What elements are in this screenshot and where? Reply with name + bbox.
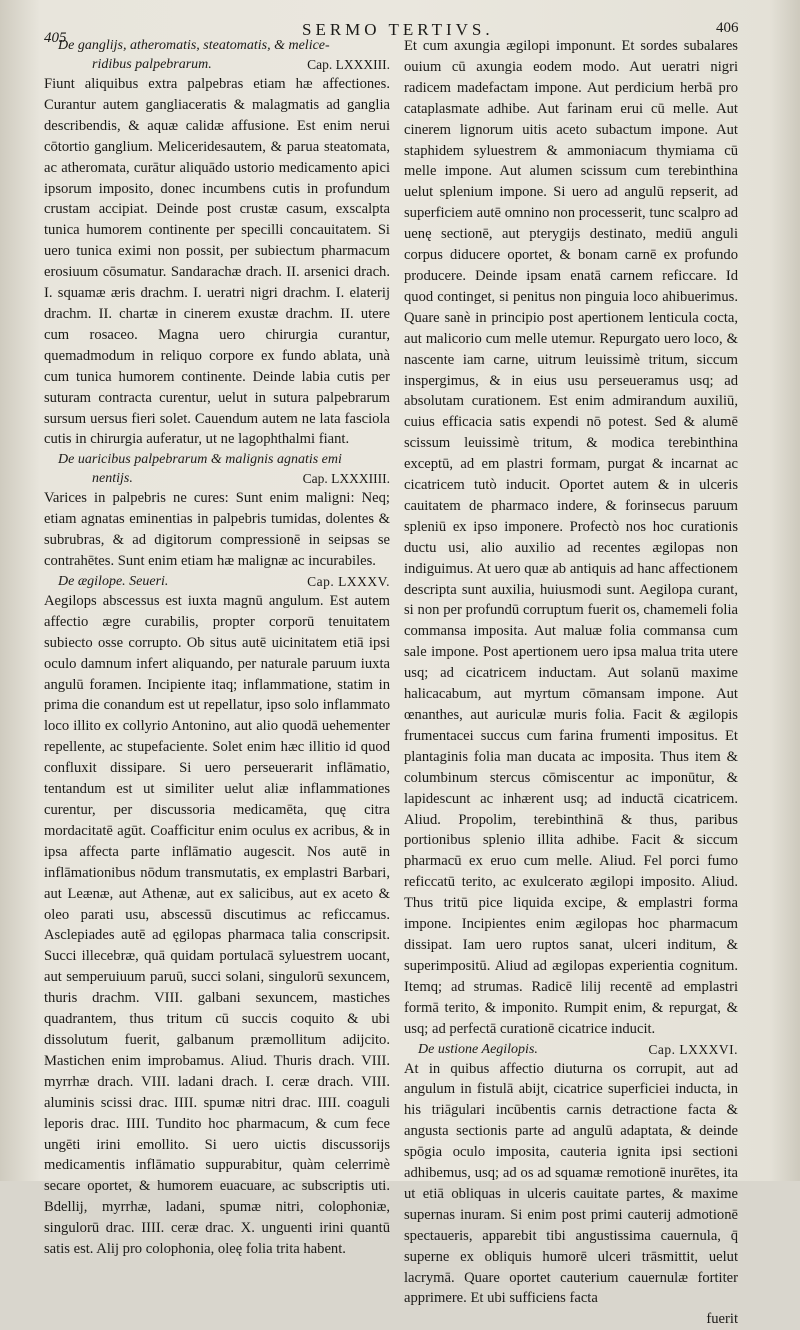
section-title-line-2: ridibus palpebrarum. (92, 55, 212, 74)
section-varices (44, 450, 390, 572)
section-heading (44, 572, 390, 591)
left-column (44, 36, 390, 1260)
section-title: De ganglijs, atheromatis, steatomatis, & melice- (44, 36, 390, 55)
chapter-number: Cap. LXXXVI. (648, 1040, 738, 1059)
section-title: De ustione Aegilopis. (418, 1040, 538, 1059)
chapter-number: Cap. LXXXIIII. (303, 469, 390, 488)
section-title-continuation (44, 469, 390, 488)
section-ganglia (44, 36, 390, 450)
section-body-text: Varices in palpebris ne cures: Sunt enim maligni: Neq; etiam agnatas eminentias in palpebris tumidas, dolentes & subrubras, & ad digitorum compressionē in seipsas se contrahētes. Sunt enim etiam hæ malignæ ac incurabiles. (44, 488, 390, 572)
section-body-text: At in quibus affectio diuturna os corrupit, aut ad angulum in fistulā abijt, cicatrice superficiei inducta, in his triāgulari incūbentis carnis detractione facta & angusta sectionis parte ad angulū adaptata, & deinde spōgia oculo imposita, cauteria ignita ipsi sectioni adhibemus, usq; ad os ad squamæ remotionē inurētes, ita ut etiā obliquas in ulceris cauitate partes, & maxime supernas inuram. Si enim post primi cauterij admotionē spectaueris, apparebit tibi angustissima cauernula, q̄ superne ex obliquis humorē ulceri trāsmittit, uelut lacrymā. Quare oportet cauterium cauernulæ fortiter apprimere. Et ubi sufficiens facta (404, 1059, 738, 1310)
section-body-text: Fiunt aliquibus extra palpebras etiam hæ affectiones. Curantur autem gangliaceratis & malagmatis ad ganglia describendis, & aquæ calidæ affusione. Est enim nerui cōtortio ganglium. Meliceridesautem, & parua steatomata, ac atheromata, curātur aliquādo ustorio medicamento apici ipsorum imposito, donec incumbens cutis in profundum crustam accipiat. Deinde post crustæ casum, exscalpta tunica humorem continente per specilli concauitatem. Si uero tunica eximi non possit, per subiectum pharmacum erosiuum cōsumatur. Sandarachæ drach. II. arsenici drach. I. squamæ æris drachm. I. ueratri nigri drachm. I. elaterij drachm. II. chartæ in cinerem exustæ drachm. II. utere cum rosaceo. Magna uero chirurgia curantur, quemadmodum in reliquo corpore ex fundo ablata, unà cum tunica humorem continente. Deinde labia cutis per suturam contracta curentur, uelut in sutura palpebrarum sursum uersus fieri solet. Cauendum autem ne lata fasciola cutis in chirurgia auferatur, ut ne lagophthalmi fiant. (44, 74, 390, 450)
section-ustione (404, 1040, 738, 1330)
folio-number-left: 405 (44, 30, 67, 47)
section-title-continuation (44, 55, 390, 74)
right-column (404, 36, 738, 1330)
running-head: SERMO TERTIVS. (302, 20, 494, 40)
section-aegilops (44, 572, 390, 1260)
continued-body-text: Et cum axungia ægilopi imponunt. Et sordes subalares ouium cū axungia eodem modo. Aut ueratri nigri radicem madefactam impone. Aut perdicium herbā pro cataplasmate adhibe. Aut farinam erui cū melle. Aut cinerem lignorum uitis aceto subactum impone. Aut staphidem syluestrem & ammoniacum thymiama cū melle impone. Aut alumen scissum cum terebinthina uelut splenium impone. Si uero ad angulū repserit, ad superficiem autē omnino non processerit, tunc scalpro ad uenę sectionē, aut pterygijs destinato, mediū anguli corpus diducere oportet, & bonam carnē ex profundo producere. Deinde ipsam enatā carnem reficcare. Id quod continget, si penitus non pinguia loco ahibuerimus. Quare sanè in principio post apertionem lenticula cocta, aut malicorio cum melle utemur. Repurgato uero loco, & nascente iam carne, uitrum leuissimè tritum, siccum inspergimus, & in eius usu perseueramus usq; ad absolutam curationem. Est enim admirandum auxiliū, cuius efficacia satis expendi nō potest. Sed & alumē scissum leuissimè tritum, & modica terebinthina exceptū, ad em plastri formam, purgat & incarnat ac cicatricem tutò inducit. Oportet autem & in ulceris cauitatem de pharmaco indere, & forinsecus paruum spleniū ex ipso imponere. Profectò nos hoc curationis ductu usi, alio auxilio ad recentes ægilopas non indiguimus. At uero quæ ab antiquis ad hanc affectionem descripta sunt auxilia, huiusmodi sunt. Aegilopa curant, si non per profundū corruptum fuerit os, chamemeli folia commansa imposita. Aut maluæ folia commansa cum sale impone. Post apertionem uero ipsa malua trita utere usq; ad cicatricem inductam. Aut solanū maxime halicacabum, aut myrtum cōmansam impone. Aut œnanthes, aut auriculæ muris folia. Facit & ægilopis frumentacei succus cum farina frumenti impositus. Et plantaginis folia man ducata ac imposita. Thus item & columbinum stercus cōmiscentur ac imponūtur, & lapidescunt ac inhærent usq; ad inductā cicatricem. Aliud. Propolim, terebinthinā & thus, paribus portionibus splenio illita adhibe. Facit & siccum pharmacū ex eruo cum melle. Aliud. Fel porci fumo reficcatū terito, ac exulcerato ægilopi imposito. Aliud. Thus tritū pice liquida excipe, & emplastri forma impone. Incipientes enim ægilopas hoc pharmacum dissipat. Iam uero ruptos sanat, ulceri inditum, & superimpositū. Aliud ad ægilopas experientia cognitum. Itemq; ad strumas. Radicē lilij recentē ad emplastri formā terito, & imponito. Rumpit enim, & repurgat, & usq; ad perfectā curationē cicatrice inducit. (404, 36, 738, 1040)
page-header (0, 8, 800, 38)
section-heading (404, 1040, 738, 1059)
section-title: De ægilope. Seueri. (58, 572, 168, 591)
section-body-text: Aegilops abscessus est iuxta magnū angulum. Est autem affectio ægre curabilis, propter corporū tenuitatem subiecto osse corrupto. Ob situs autē uicinitatem etiā ipsi oculo damnum infert aliquando, per naturale paruum iuxta angulū foramen. Incipiente itaq; inflammatione, statim in prima die conandum est ut repellatur, ipso solo inflammato loco illito ex collyrio Antonino, aut alio quodā uehementer repellente, ac stupefaciente. Solet enim hæc illitio id quod confluxit dissipare. Si uero perseuerarit inflāmatio, tentandum est ut similiter uelut aliæ inflammationes curentur, per discussoria medicamēta, quę citra mordacitatē agūt. Coafficitur enim oculus ex acribus, & in ipsa affecta parte inflāmatio augescit. Nos autē in inflāmationibus nōdum transmutatis, ex emplastri Barbari, aut Leænæ, aut Athenæ, aut ex salicibus, aut ex aceto & oleo parati usu, abscessū discutimus ac reficcamus. Asclepiades autē ad ęgilopas pharmaca talia conscripsit. Succi illecebræ, quā quidam portulacā syluestrem uocant, aut semperuiuum paruū, succi solani, singulorū sexuncem, thuris drachm. VIII. galbani sexuncem, mastiches quadrantem, thus tritum cū succis coquito & ubi dissolutum fuerit, galbanum præmollitum adijcito. Mastichen enim improbamus. Aliud. Thuris drach. VIII. myrrhæ drach. VIII. ladani drach. I. ceræ drach. VIII. aluminis scissi drac. IIII. spumæ nitri drac. IIII. coaguli leporis drac. IIII. Tundito hoc pharmacum, & cum fece ungēti irini emollito. Si uero uictis discussorijs medicamentis inflāmatio suppurabitur, quàm celerrimè secare oportet, & humorem euacuare, ac subscriptis uti. Bdellij, myrrhæ, ladani, spumæ nitri, colophoniæ, singulorū drac. IIII. ceræ drac. X. unguenti irini quantū satis est. Alij pro colophonia, oleę folia trita habent. (44, 591, 390, 1260)
catchword: fuerit (404, 1309, 738, 1330)
folio-number-right: 406 (716, 20, 739, 37)
chapter-number: Cap. LXXXIII. (307, 55, 390, 74)
section-title-line-2: nentijs. (92, 469, 133, 488)
chapter-number: Cap. LXXXV. (307, 572, 390, 591)
section-title: De uaricibus palpebrarum & malignis agnatis emi (44, 450, 390, 469)
